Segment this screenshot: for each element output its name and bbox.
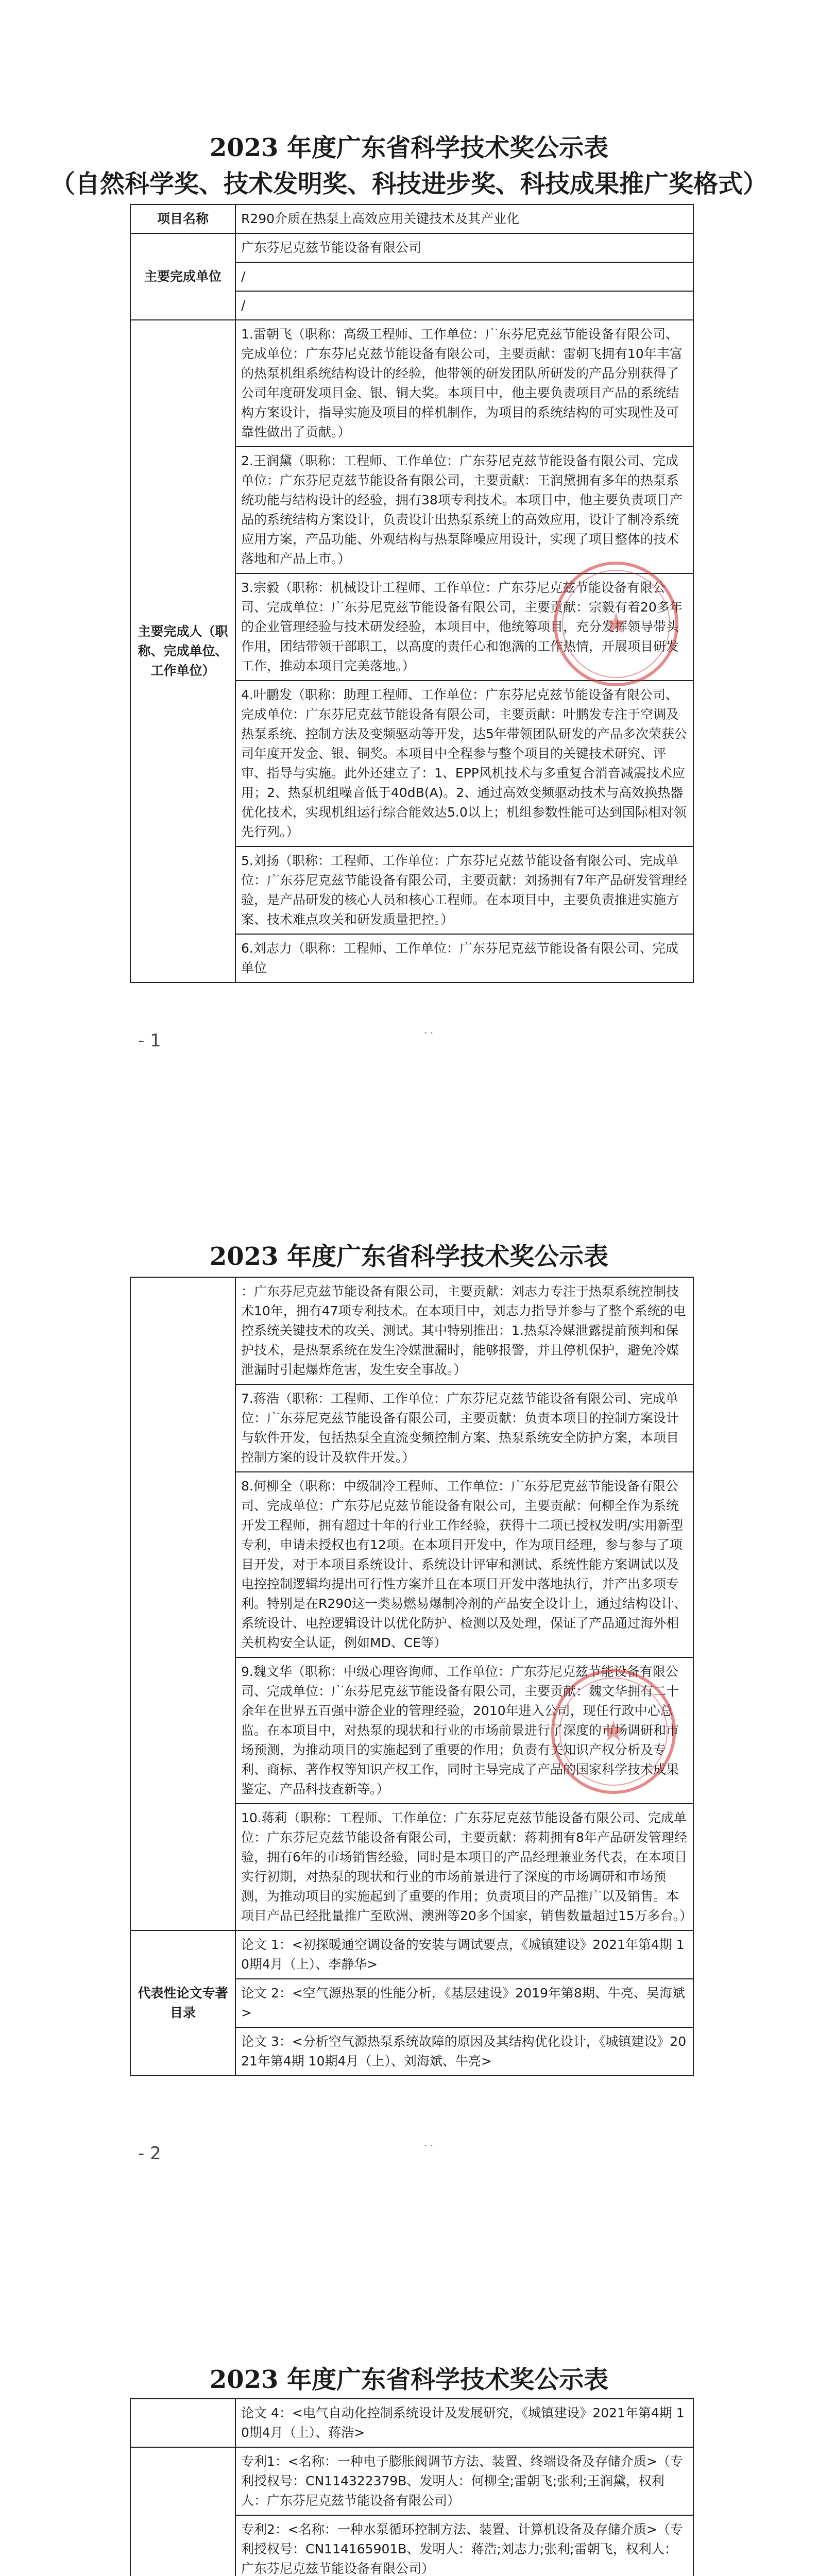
contributor-entry: 1.雷朝飞（职称：高级工程师、工作单位：广东芬尼克兹节能设备有限公司、完成单位：广东芬尼克兹节能设备有限公司，主要贡献：雷朝飞拥有10年丰富的热泵机组系统结构设计的经验，他带领的研发团队所研发的产品分别获得了公司年度研发项目金、银、铜大奖。本项目中，他主要负责项目产品的系统结构方案设计，指导实施及项目的样机制作，为项目的系统结构的可实现性及可靠性做出了贡献。） (235, 320, 693, 447)
contributor-entry: ：广东芬尼克兹节能设备有限公司，主要贡献：刘志力专注于热泵系统控制技术10年，拥有47项专利技术。在本项目中，刘志力指导并参与了整个系统的电控系统关键技术的攻关、测试。其中特别推出：1.热泵冷媒泄露提前预判和保护技术，是热泵系统在发生冷媒泄漏时，能够报警，并且停机保护，避免冷媒泄漏时引起爆炸危害，发生安全事故。） (235, 1277, 693, 1384)
papers-label-cont (130, 2399, 235, 2447)
page-1 (0, 0, 818, 1072)
contributor-entry: 5.刘扬（职称：工程师、工作单位：广东芬尼克兹节能设备有限公司、完成单位：广东芬尼克兹节能设备有限公司，主要贡献：刘扬拥有7年产品研发管理经验，是产品研发的核心人员和核心工程师。在本项目中，主要负责推进实施方案、技术难点攻关和研发质量把控。） (235, 846, 693, 934)
ip-entry: 专利2：<名称：一种水泵循环控制方法、装置、计算机设备及存储介质>（专利授权号：CN114165901B、发明人：蒋浩;刘志力;张利;雷朝飞，权利人：广东芬尼克兹节能设备有限公司） (235, 2515, 693, 2576)
page-2 (0, 1154, 818, 2226)
page-number: - 2 (138, 2143, 161, 2164)
form-table-page-2 (130, 1277, 694, 2076)
page-mark: ˙˙ (422, 2143, 435, 2158)
form-table-page-1 (130, 204, 694, 983)
nominator-value: / (235, 262, 693, 291)
contributor-entry: 6.刘志力（职称：工程师、工作单位：广东芬尼克兹节能设备有限公司、完成单位 (235, 934, 693, 982)
paper-entry: 论文 1：<初探暖通空调设备的安装与调试要点，《城镇建设》2021年第4期 10期4月（上）、李静华> (235, 1930, 693, 1979)
page-title: 2023 年度广东省科学技术奖公示表 (209, 133, 609, 162)
nominator-value: / (235, 291, 693, 320)
contributor-entry: 3.宗毅（职称：机械设计工程师、工作单位：广东芬尼克兹节能设备有限公司、完成单位：广东芬尼克兹节能设备有限公司，主要贡献：宗毅有着20多年的企业管理经验与技术研发经验，本项目中，他统筹项目，充分发挥领导带头作用，团结带领干部职工，以高度的责任心和饱满的工作热情，开展项目研发工作，推动本项目完美落地。） (235, 573, 693, 681)
table-row (130, 233, 693, 262)
form-table-page-3 (130, 2398, 694, 2576)
ip-entry: 专利1：<名称：一种电子膨胀阀调节方法、装置、终端设备及存储介质>（专利授权号：CN114322379B、发明人：何柳全;雷朝飞;张利;王润黛，权利人：广东芬尼克兹节能设备有限公司） (235, 2447, 693, 2515)
project-name-label: 项目名称 (130, 205, 235, 233)
contributors-label: 主要完成人（职称、完成单位、工作单位） (130, 320, 235, 982)
page-title: 2023 年度广东省科学技术奖公示表 (209, 2365, 609, 2394)
table-row (130, 1277, 693, 1384)
project-name-value: R290介质在热泵上高效应用关键技术及其产业化 (235, 205, 693, 233)
paper-entry: 论文 4：<电气自动化控制系统设计及发展研究，《城镇建设》2021年第4期 10期4月（上）、蒋浩> (235, 2399, 693, 2447)
contributor-entry: 9.魏文华（职称：中级心理咨询师、工作单位：广东芬尼克兹节能设备有限公司、完成单位：广东芬尼克兹节能设备有限公司，主要贡献：魏文华拥有二十余年在世界五百强中游企业的管理经验，2010年进入公司，现任行政中心总监。在本项目中，对热泵的现状和行业的市场前景进行了深度的市场调研和市场预测，为推动项目的实施起到了重要的作用；负责有关知识产权分析及专利、商标、著作权等知识产权工作，同时主导完成了产品的国家科学技术成果鉴定、产品科技查新等。） (235, 1657, 693, 1804)
papers-label: 代表性论文专著目录 (130, 1930, 235, 2076)
ip-label (130, 2447, 235, 2576)
contributor-entry: 4.叶鹏发（职称：助理工程师、工作单位：广东芬尼克兹节能设备有限公司、完成单位：广东芬尼克兹节能设备有限公司，主要贡献：叶鹏发专注于空调及热泵系统、控制方法及变频驱动等开发，达5年带领团队研发的产品多次荣获公司年度开发金、银、铜奖。本项目中全程参与整个项目的关键技术研究、评审、指导与实施。此外还建立了：1、EPP风机技术与多重复合消音减震技术应用；2、热泵机组噪音低于40dB(A)。2、通过高效变频驱动技术与高效换热器优化技术，实现机组运行综合能效达5.0以上；机组参数性能可达到国际相对领先行列。） (235, 681, 693, 846)
table-row (130, 320, 693, 447)
contributor-entry: 7.蒋浩（职称：工程师、工作单位：广东芬尼克兹节能设备有限公司、完成单位：广东芬尼克兹节能设备有限公司，主要贡献：负责本项目的控制方案设计与软件开发，包括热泵全直流变频控制方案、热泵系统安全防护方案，本项目控制方案的设计及软件开发。） (235, 1384, 693, 1472)
table-row (130, 2399, 693, 2447)
table-row (130, 1930, 693, 1979)
table-row (130, 2447, 693, 2515)
page-title: 2023 年度广东省科学技术奖公示表 (209, 1242, 609, 1271)
nominator-value: 广东芬尼克兹节能设备有限公司 (235, 233, 693, 262)
contributor-entry: 8.何柳全（职称：中级制冷工程师、工作单位：广东芬尼克兹节能设备有限公司、完成单位：广东芬尼克兹节能设备有限公司，主要贡献：何柳全作为系统开发工程师，拥有超过十年的行业工作经验，获得十二项已授权发明/实用新型专利，申请未授权也有12项。在本项目开发中，作为项目经理，参与参与了项目开发，对于本项目系统设计、系统设计评审和测试、系统性能方案调试以及电控控制逻辑均提出可行性方案并且在本项目开发中落地执行，并产出多项专利。特别是在R290这一类易燃易爆制冷剂的产品安全设计上，通过结构设计、系统设计、电控逻辑设计以优化防护、检测以及处理，保证了产品通过海外相关机构安全认证，例如MD、CE等） (235, 1472, 693, 1657)
nominator-label: 主要完成单位 (130, 233, 235, 320)
table-row (130, 205, 693, 233)
page-mark: ˙˙ (422, 1030, 435, 1045)
page-3 (0, 2257, 818, 2576)
contributor-entry: 10.蒋莉（职称：工程师、工作单位：广东芬尼克兹节能设备有限公司、完成单位：广东芬尼克兹节能设备有限公司，主要贡献：蒋莉拥有8年产品研发管理经验，拥有6年的市场销售经验，同时是本项目的产品经理兼业务代表，在本项目实行初期，对热泵的现状和行业的市场前景进行了深度的市场调研和市场预测，为推动项目的实施起到了重要的作用；负责项目的产品推广以及销售。本项目产品已经批量推广至欧洲、澳洲等20多个国家，销售数量超过15万多台。） (235, 1804, 693, 1930)
contributors-label-cont (130, 1277, 235, 1930)
page-subtitle: （自然科学奖、技术发明奖、科技进步奖、科技成果推广奖格式） (50, 170, 768, 198)
paper-entry: 论文 3：<分析空气源热泵系统故障的原因及其结构优化设计，《城镇建设》2021年第4期 10期4月（上）、刘海斌、牛亮> (235, 2027, 693, 2076)
contributor-entry: 2.王润黛（职称：工程师、工作单位：广东芬尼克兹节能设备有限公司、完成单位：广东芬尼克兹节能设备有限公司，主要贡献：王润黛拥有多年的热泵系统功能与结构设计的经验，拥有38项专利技术。本项目中，他主要负责项目产品的系统结构方案设计，负责设计出热泵系统上的高效应用，设计了制冷系统应用方案，产品功能、外观结构与热泵降噪应用设计，实现了项目整体的技术落地和产品上市。） (235, 447, 693, 573)
paper-entry: 论文 2：<空气源热泵的性能分析，《基层建设》2019年第8期、牛亮、吴海斌> (235, 1979, 693, 2027)
page-number: - 1 (138, 1030, 161, 1051)
